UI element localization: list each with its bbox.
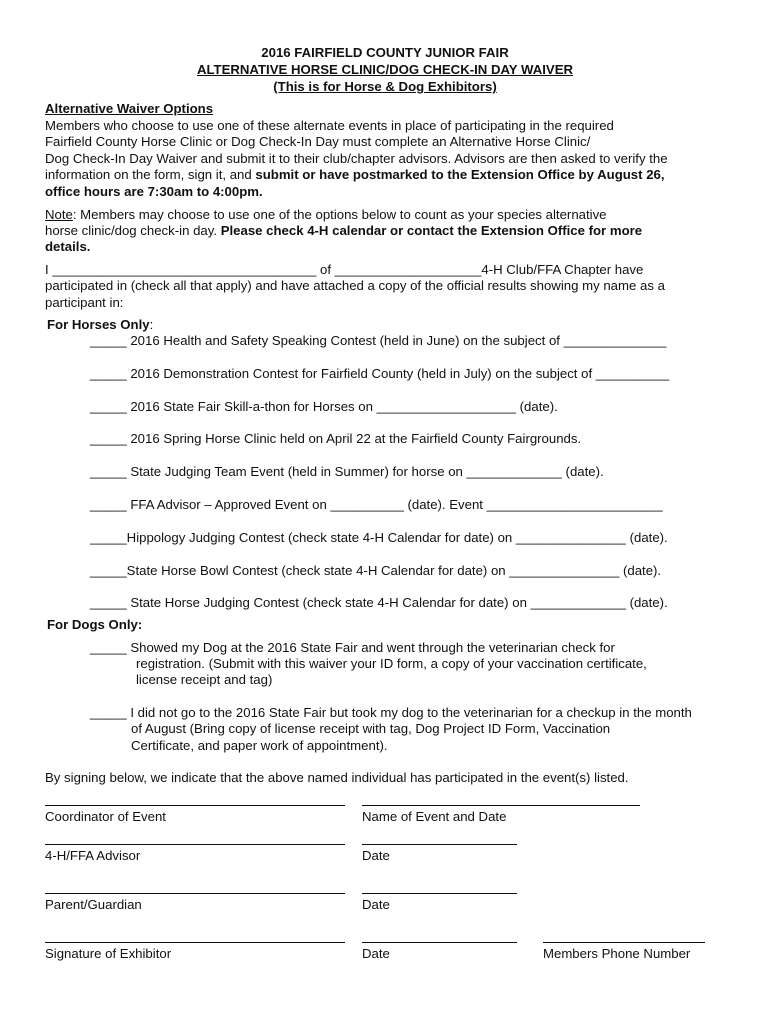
note-text: : Members may choose to use one of the options below to count as your species alternative: [72, 207, 607, 222]
participant-name-club-field[interactable]: I ____________________________________ of ____________________4-H Club/FFA Chapter have: [45, 262, 644, 277]
note-line: [45, 207, 607, 223]
horse-option-checkbox[interactable]: _____Hippology Judging Contest (check state 4-H Calendar for date) on _______________ (date).: [90, 530, 668, 545]
phone-label: Members Phone Number: [543, 946, 691, 961]
horse-option-checkbox[interactable]: _____ 2016 Health and Safety Speaking Contest (held in June) on the subject of ______________: [90, 333, 667, 348]
horse-option-checkbox[interactable]: _____ 2016 State Fair Skill-a-thon for Horses on ___________________ (date).: [90, 399, 558, 414]
note-line: details.: [45, 239, 91, 254]
dogs-heading: For Dogs Only:: [47, 617, 143, 632]
intro-paragraph-line: Dog Check-In Day Waiver and submit it to their club/chapter advisors. Advisors are then asked to verify the: [45, 151, 668, 166]
intro-paragraph-line: Members who choose to use one of these alternate events in place of participating in the required: [45, 118, 614, 133]
horse-option-checkbox[interactable]: _____ 2016 Spring Horse Clinic held on April 22 at the Fairfield County Fairgrounds.: [90, 431, 582, 446]
advisor-signature-line[interactable]: [45, 844, 345, 845]
note-text: horse clinic/dog check-in day.: [45, 223, 221, 238]
horse-option-checkbox[interactable]: _____ State Judging Team Event (held in Summer) for horse on _____________ (date).: [90, 464, 604, 479]
exhibitor-signature-line[interactable]: [45, 942, 345, 943]
advisor-date-line[interactable]: [362, 844, 517, 845]
dog-option-text: of August (Bring copy of license receipt with tag, Dog Project ID Form, Vaccination: [131, 721, 611, 736]
parent-label: Parent/Guardian: [45, 897, 142, 912]
horse-option-checkbox[interactable]: _____State Horse Bowl Contest (check state 4-H Calendar for date) on _______________ (date).: [90, 563, 662, 578]
dog-option-text: Certificate, and paper work of appointment).: [131, 738, 388, 753]
note-line: [45, 223, 642, 239]
coordinator-signature-line[interactable]: [45, 805, 345, 806]
form-audience: (This is for Horse & Dog Exhibitors): [273, 79, 497, 94]
exhibitor-date-line[interactable]: [362, 942, 517, 943]
coordinator-label: Coordinator of Event: [45, 809, 166, 824]
intro-deadline: submit or have postmarked to the Extension Office by August 26,: [255, 167, 665, 182]
horse-option-checkbox[interactable]: _____ State Horse Judging Contest (check state 4-H Calendar for date) on _____________ (date).: [90, 595, 668, 610]
signing-statement: By signing below, we indicate that the above named individual has participated in the event(s) listed.: [45, 770, 629, 785]
event-name-date-line[interactable]: [362, 805, 640, 806]
statement-line: participant in:: [45, 295, 124, 310]
parent-date-line[interactable]: [362, 893, 517, 894]
dog-option-checkbox[interactable]: _____ Showed my Dog at the 2016 State Fair and went through the veterinarian check for: [90, 640, 615, 655]
intro-office-hours: office hours are 7:30am to 4:00pm.: [45, 184, 263, 199]
event-name-date-label: Name of Event and Date: [362, 809, 507, 824]
note-label: Note: [45, 207, 73, 222]
note-instruction: Please check 4-H calendar or contact the Extension Office for more: [220, 223, 643, 238]
form-title: 2016 FAIRFIELD COUNTY JUNIOR FAIR: [261, 45, 509, 60]
dog-option-checkbox[interactable]: _____ I did not go to the 2016 State Fair but took my dog to the veterinarian for a checkup in the month: [90, 705, 692, 720]
form-subtitle: ALTERNATIVE HORSE CLINIC/DOG CHECK-IN DAY WAIVER: [196, 62, 574, 77]
date-label: Date: [362, 946, 390, 961]
horse-option-checkbox[interactable]: _____ 2016 Demonstration Contest for Fairfield County (held in July) on the subject of __________: [90, 366, 670, 381]
horse-option-checkbox[interactable]: _____ FFA Advisor – Approved Event on __________ (date). Event ________________________: [90, 497, 663, 512]
date-label: Date: [362, 897, 390, 912]
statement-line: participated in (check all that apply) and have attached a copy of the official results showing my name as a: [45, 278, 665, 293]
exhibitor-label: Signature of Exhibitor: [45, 946, 172, 961]
intro-heading: Alternative Waiver Options: [45, 101, 214, 116]
phone-number-line[interactable]: [543, 942, 705, 943]
intro-paragraph-line: Fairfield County Horse Clinic or Dog Check-In Day must complete an Alternative Horse Clinic/: [45, 134, 591, 149]
intro-text: information on the form, sign it, and: [45, 167, 256, 182]
parent-signature-line[interactable]: [45, 893, 345, 894]
dog-option-text: license receipt and tag): [136, 672, 273, 687]
dog-option-text: registration. (Submit with this waiver your ID form, a copy of your vaccination certificate,: [136, 656, 647, 671]
advisor-label: 4-H/FFA Advisor: [45, 848, 141, 863]
intro-paragraph-line: [45, 167, 665, 183]
horses-heading: For Horses Only:: [47, 317, 154, 332]
horses-heading-text: For Horses Only: [47, 317, 150, 332]
date-label: Date: [362, 848, 390, 863]
